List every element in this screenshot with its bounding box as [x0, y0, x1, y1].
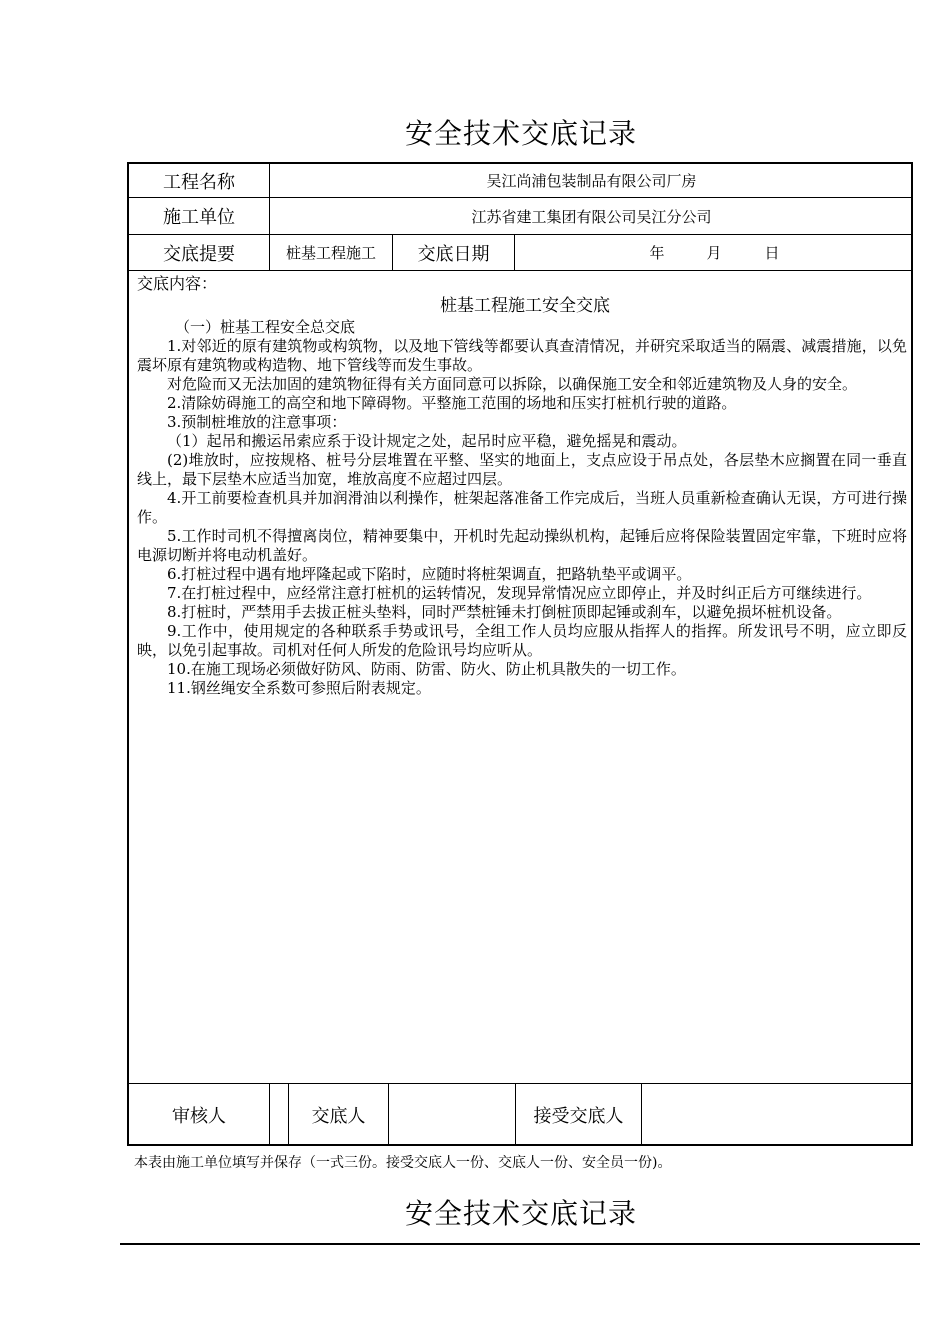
bottom-rule — [120, 1243, 920, 1245]
date-year: 年 — [649, 244, 665, 262]
disclosure-content — [137, 274, 907, 698]
content-paragraph: 3.预制桩堆放的注意事项： — [167, 413, 347, 431]
row-divider — [129, 270, 911, 271]
column-divider — [269, 1083, 270, 1146]
content-paragraph: 7.在打桩过程中，应经常注意打桩机的运转情况，发现异常情况应立即停止，并及时纠正后方可继续进行。 — [167, 584, 872, 602]
content-label: 交底内容： — [137, 274, 218, 293]
content-paragraph: （1）起吊和搬运吊索应系于设计规定之处，起吊时应平稳，避免摇晃和震动。 — [167, 432, 687, 450]
column-divider — [641, 1083, 642, 1146]
content-paragraph: 对危险而又无法加固的建筑物征得有关方面同意可以拆除，以确保施工安全和邻近建筑物及人身的安全。 — [167, 375, 858, 393]
date-label: 交底日期 — [417, 243, 490, 265]
content-paragraph: 10.在施工现场必须做好防风、防雨、防雷、防火、防止机具散失的一切工作。 — [167, 660, 686, 678]
document-title: 安全技术交底记录 — [404, 117, 637, 150]
content-paragraph: 9.工作中，使用规定的各种联系手势或讯号，全组工作人员均应服从指挥人的指挥。所发讯号不明，应立即反映，以免引起事故。司机对任何人所发的危险讯号均应听从。 — [137, 622, 907, 659]
footnote: 本表由施工单位填写并保存（一式三份。接受交底人一份、交底人一份、安全员一份)。 — [134, 1155, 672, 1171]
discloser-label: 交底人 — [311, 1106, 366, 1127]
project-name-label: 工程名称 — [163, 171, 235, 193]
contractor-label: 施工单位 — [163, 207, 235, 228]
project-name-value: 吴江尚浦包装制品有限公司厂房 — [486, 172, 697, 190]
content-paragraph: 4.开工前要检查机具并加润滑油以利操作，桩架起落准备工作完成后，当班人员重新检查确认无误，方可进行操作。 — [137, 489, 907, 526]
content-paragraph: 6.打桩过程中遇有地坪隆起或下陷时，应随时将桩架调直，把路轨垫平或调平。 — [167, 565, 692, 583]
content-paragraph: 5.工作时司机不得擅离岗位，精神要集中，开机时先起动操纵机构，起锤后应将保险装置固定牢靠，下班时应将电源切断并将电动机盖好。 — [137, 527, 907, 564]
content-paragraph: 2.清除妨碍施工的高空和地下障碍物。平整施工范围的场地和压实打桩机行驶的道路。 — [167, 394, 737, 412]
content-paragraph: 1.对邻近的原有建筑物或构筑物，以及地下管线等都要认真查清情况，并研究采取适当的隔震、减震措施，以免震坏原有建筑物或构造物、地下管线等而发生事故。 — [137, 337, 907, 374]
reviewer-label: 审核人 — [172, 1106, 226, 1127]
column-divider — [514, 234, 515, 270]
content-paragraph: 11.钢丝绳安全系数可参照后附表规定。 — [167, 679, 431, 697]
disclosure-form-table — [127, 162, 913, 1146]
document-title-repeat: 安全技术交底记录 — [404, 1197, 637, 1230]
summary-label: 交底提要 — [163, 243, 235, 265]
column-divider — [388, 1083, 389, 1146]
summary-value: 桩基工程施工 — [285, 244, 376, 262]
content-paragraph: (2)堆放时，应按规格、桩号分层堆置在平整、坚实的地面上，支点应设于吊点处，各层垫木应搁置在同一垂直线上，最下层垫木应适当加宽，堆放高度不应超过四层。 — [137, 451, 907, 488]
date-month: 月 — [706, 244, 722, 262]
content-subtitle: 桩基工程施工安全交底 — [440, 296, 610, 316]
date-day: 日 — [764, 244, 780, 262]
contractor-value: 江苏省建工集团有限公司吴江分公司 — [471, 207, 712, 226]
receiver-label: 接受交底人 — [533, 1106, 624, 1127]
content-paragraph: 8.打桩时，严禁用手去拔正桩头垫料，同时严禁桩锤未打倒桩顶即起锤或刹车，以避免损坏桩机设备。 — [167, 603, 842, 621]
section-heading: （一）桩基工程安全总交底 — [175, 318, 356, 336]
